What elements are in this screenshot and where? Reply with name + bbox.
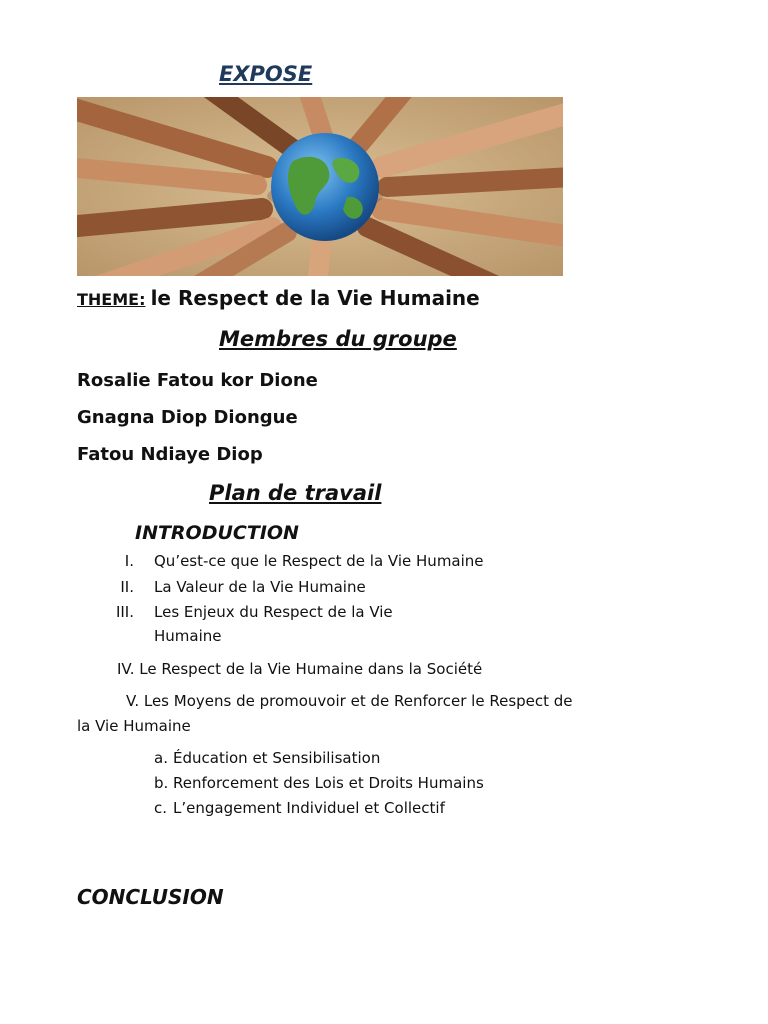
- theme-line: [77, 286, 480, 310]
- member-name: Gnagna Diop Diongue: [77, 407, 298, 428]
- plan-item-number: II.: [120, 578, 134, 596]
- theme-text: le Respect de la Vie Humaine: [150, 286, 480, 310]
- theme-label: THEME:: [77, 290, 146, 309]
- plan-item-iv: IV. Le Respect de la Vie Humaine dans la Société: [117, 660, 483, 678]
- introduction-heading: INTRODUCTION: [135, 522, 299, 544]
- members-heading: Membres du groupe: [219, 327, 457, 351]
- plan-item-text: Les Enjeux du Respect de la Vie: [154, 603, 393, 621]
- hands-globe-illustration: [77, 97, 563, 276]
- plan-item-number: I.: [124, 552, 134, 570]
- plan-item-text: La Valeur de la Vie Humaine: [154, 578, 366, 596]
- plan-item-number: III.: [115, 603, 134, 621]
- member-name: Fatou Ndiaye Diop: [77, 444, 263, 465]
- cover-image: [77, 97, 563, 276]
- sub-item-letter: a.: [154, 749, 168, 767]
- plan-item-v-continued: la Vie Humaine: [77, 717, 191, 735]
- sub-item-text: L’engagement Individuel et Collectif: [173, 799, 445, 817]
- sub-item-text: Renforcement des Lois et Droits Humains: [173, 774, 484, 792]
- plan-item-v: V. Les Moyens de promouvoir et de Renforcer le Respect de: [126, 692, 573, 710]
- plan-heading: Plan de travail: [209, 481, 382, 505]
- globe-icon: [271, 133, 379, 241]
- expose-title: EXPOSE: [219, 62, 313, 86]
- sub-item-letter: c.: [154, 799, 168, 817]
- sub-item-letter: b.: [154, 774, 169, 792]
- plan-item-text-continued: Humaine: [154, 627, 222, 645]
- plan-item-text: Qu’est-ce que le Respect de la Vie Humaine: [154, 552, 484, 570]
- member-name: Rosalie Fatou kor Dione: [77, 370, 318, 391]
- conclusion-heading: CONCLUSION: [77, 885, 224, 909]
- sub-item-text: Éducation et Sensibilisation: [173, 749, 381, 767]
